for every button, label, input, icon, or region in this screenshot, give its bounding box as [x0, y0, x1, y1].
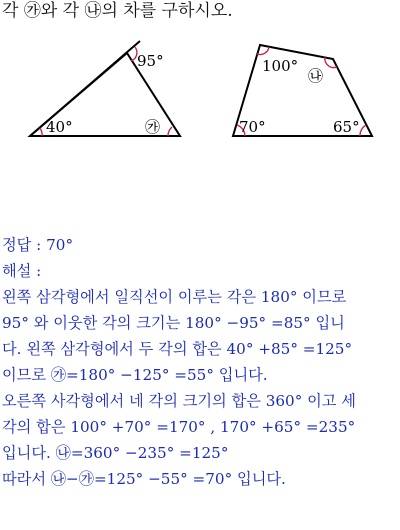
explanation-line: 입니다. ㉯=360° −235° =125°: [2, 444, 229, 462]
angle-label-ga: ㉮: [145, 118, 161, 136]
explanation-line: 각의 합은 100° +70° =170° , 170° +65° =235°: [2, 418, 356, 436]
angle-arc-ga: [168, 127, 172, 136]
right-quadrilateral: [233, 45, 372, 136]
explanation-label: 해설 :: [2, 262, 42, 280]
angle-label-na: ㉯: [308, 67, 324, 85]
explanation-line: 다. 왼쪽 삼각형에서 두 각의 합은 40° +85° =125°: [2, 340, 353, 358]
geometry-figures: [0, 28, 400, 148]
angle-label-100: 100°: [262, 57, 299, 75]
question-text: 각 ㉮와 각 ㉯의 차를 구하시오.: [2, 1, 233, 21]
explanation-line: 왼쪽 삼각형에서 일직선이 이루는 각은 180° 이므로: [2, 288, 347, 306]
explanation-line: 오른쪽 사각형에서 네 각의 크기의 합은 360° 이고 세: [2, 392, 356, 410]
explanation-line: 95° 와 이웃한 각의 크기는 180° −95° =85° 입니: [2, 314, 345, 332]
answer-line: 정답 : 70°: [2, 236, 74, 254]
angle-label-70: 70°: [239, 118, 266, 136]
angle-label-40: 40°: [46, 118, 73, 136]
answer-block: [2, 232, 398, 492]
explanation-line: 따라서 ㉯−㉮=125° −55° =70° 입니다.: [2, 470, 286, 488]
explanation-line: 이므로 ㉮=180° −125° =55° 입니다.: [2, 366, 268, 384]
angle-arc-40: [40, 128, 42, 136]
left-triangle: [30, 41, 180, 136]
angle-label-65: 65°: [333, 118, 360, 136]
angle-label-95: 95°: [137, 52, 164, 70]
angle-arc-65: [360, 125, 366, 136]
